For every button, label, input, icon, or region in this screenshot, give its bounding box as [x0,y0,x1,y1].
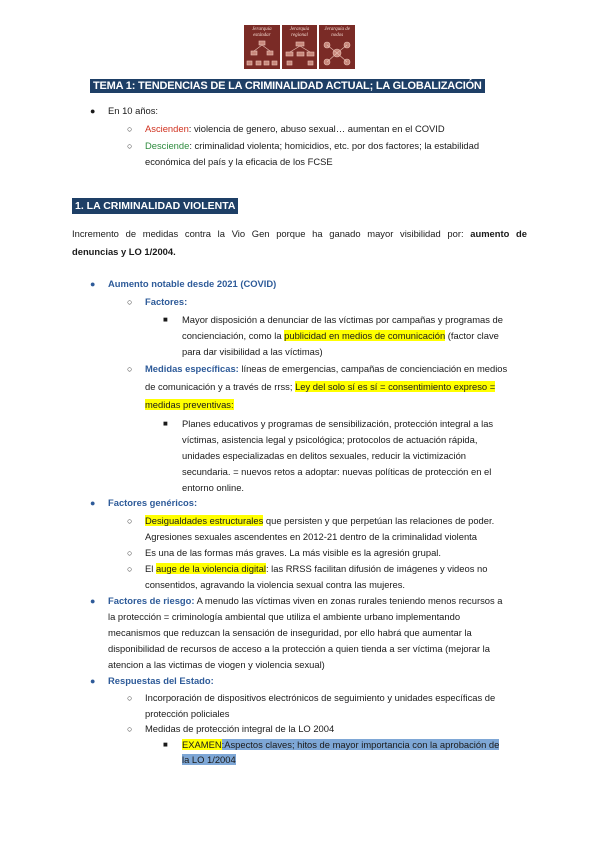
planes-line-1: Planes educativos y programas de sensibilización, protección integral a las [182,418,494,429]
respuestas-label: Respuestas del Estado: [108,675,214,686]
riesgo-line-1: Factores de riesgo: A menudo las víctimas viven en zonas rurales teniendo menos recursos a [108,595,503,606]
planes-line-4: secundaria. = nuevos retos a adoptar: nuevas políticas de protección en el [182,466,492,477]
factores-label: Factores: [145,296,188,307]
medidas-line-3: medidas preventivas: [145,399,234,410]
square-bullet-icon: ■ [163,419,168,428]
aumento-label: Aumento notable desde 2021 (COVID) [108,278,277,289]
circle-bullet-icon: ○ [127,297,133,307]
riesgo-line-3: mecanismos que reduzcan la sensación de inseguridad, por ello habrá que aumentar la [108,627,472,638]
section-paragraph: Incremento de medidas contra la Vio Gen porque ha ganado mayor visibilidad por: aumento de [72,228,527,239]
riesgo-line-4: disponibilidad de recursos de acceso a la protección a quien tienda a ser víctima (mejorar la [108,643,490,654]
circle-bullet-icon: ○ [127,693,133,703]
circle-bullet-icon: ○ [127,516,133,526]
genericos-item-3-cont: consentidos, agravando la violencia sexual contra las mujeres. [145,579,406,590]
bullet-icon: ● [90,596,96,606]
genericos-item-1-cont: Agresiones sexuales ascendentes en 2012-21 dentro de la criminalidad violenta [145,531,477,542]
banner-panel-label: Jerarquía regional [289,27,310,38]
examen-line-2: la LO 1/2004 [182,754,236,765]
square-bullet-icon: ■ [163,315,168,324]
header-banner [244,25,355,69]
medidas-line-1: Medidas específicas: líneas de emergencias, campañas de concienciación en medios [145,363,508,374]
planes-line-3: unidades especializadas en delitos sexuales, reducir la victimización [182,450,467,461]
riesgo-line-2: la protección = criminología ambiental que utiliza el ambiente urbano implementando [108,611,461,622]
circle-bullet-icon: ○ [127,724,133,734]
planes-line-5: entorno online. [182,482,245,493]
intro-desciende: Desciende: criminalidad violenta; homicidios, etc. por dos factores; la estabilidad [145,140,480,151]
respuestas-item-1-cont: protección policiales [145,708,230,719]
bullet-icon: ● [90,279,96,289]
intro-ascienden: Ascienden: violencia de genero, abuso sexual… aumentan en el COVID [145,123,445,134]
banner-panel-standard [244,25,280,69]
genericos-label: Factores genéricos: [108,497,198,508]
respuestas-item-2: Medidas de protección integral de la LO 2004 [145,723,335,734]
genericos-item-2: Es una de las formas más graves. La más visible es la agresión grupal. [145,547,441,558]
planes-line-2: víctimas, asistencia legal y psicológica; protocolos de actuación rápida, [182,434,478,445]
examen-line-1: EXAMEN:Aspectos claves; hitos de mayor importancia con la aprobación de [182,739,500,750]
circle-bullet-icon: ○ [127,564,133,574]
circle-bullet-icon: ○ [127,141,133,151]
bullet-icon: ● [90,676,96,686]
genericos-item-1: Desigualdades estructurales que persisten y que perpetúan las relaciones de poder. [145,515,495,526]
banner-panel-regional [282,25,318,69]
factores-line-3: para dar visibilidad a las víctimas) [182,346,323,357]
banner-panel-label: Jerarquía de nodos [324,27,350,38]
respuestas-item-1: Incorporación de dispositivos electrónicos de seguimiento y unidades específicas de [145,692,496,703]
section-paragraph-cont: denuncias y LO 1/2004. [72,246,176,257]
hierarchy-icon [244,25,280,69]
section-heading: 1. LA CRIMINALIDAD VIOLENTA [72,198,238,214]
bullet-icon: ● [90,498,96,508]
intro-item: En 10 años: [108,105,159,116]
genericos-item-3: El auge de la violencia digital: las RRSS facilitan difusión de imágenes y videos no [145,563,488,574]
factores-line-1: Mayor disposición a denunciar de las víctimas por campañas y programas de [182,314,503,325]
document-title: TEMA 1: TENDENCIAS DE LA CRIMINALIDAD ACTUAL; LA GLOBALIZACIÓN [90,79,485,93]
riesgo-line-5: atencion a las victimas de viogen y violencia sexual) [108,659,325,670]
regional-icon [282,25,318,69]
circle-bullet-icon: ○ [127,548,133,558]
network-icon [319,25,355,69]
square-bullet-icon: ■ [163,740,168,749]
banner-panel-label: Jerarquía estándar [252,27,272,38]
medidas-line-2: de comunicación y a través de rrss; Ley del solo sí es sí = consentimiento expreso = [145,381,496,392]
circle-bullet-icon: ○ [127,364,133,374]
bullet-icon: ● [90,106,96,116]
factores-line-2: concienciación, como la publicidad en medios de comunicación (factor clave [182,330,499,341]
banner-panel-nodes [319,25,355,69]
intro-desciende-cont: económica del país y la eficacia de los FCSE [145,156,333,167]
circle-bullet-icon: ○ [127,124,133,134]
